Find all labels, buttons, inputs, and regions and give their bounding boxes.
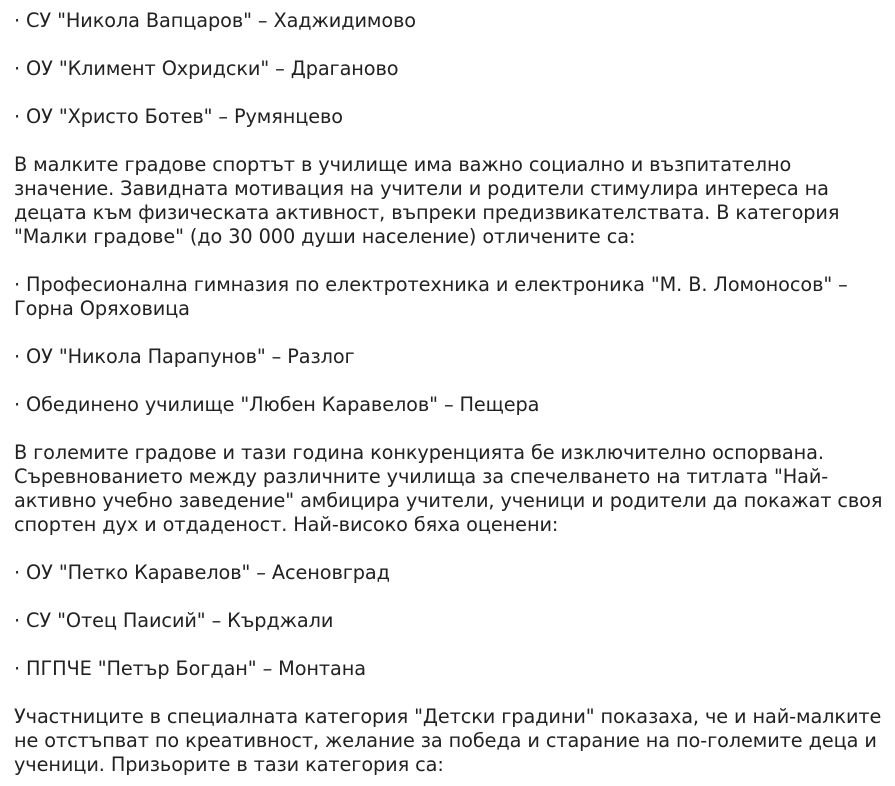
paragraph-big-towns: В големите градове и тази година конкуренцията бе изключително оспорвана. Съревнованието между различните училища за спечелването на титлата "Най-активно учебно заведение" амбицира учители, ученици и родители да покажат своя спортен дух и отдаденост. Най-високо бяха оценени: <box>14 441 883 536</box>
list-item: · ОУ "Климент Охридски" – Драганово <box>14 57 399 80</box>
list-item: · ПГПЧЕ "Петър Богдан" – Монтана <box>14 657 366 680</box>
paragraph-small-towns: В малките градове спортът в училище има важно социално и възпитателно значение. Завидната мотивация на учители и родители стимулира интереса на децата към физическата активност, въпреки предизвикателствата. В категория "Малки градове" (до 30 000 души население) отличените са: <box>14 153 840 248</box>
list-item: · ОУ "Христо Ботев" – Румянцево <box>14 105 344 128</box>
article-body <box>14 0 884 777</box>
list-item: · СУ "Отец Паисий" – Кърджали <box>14 609 334 632</box>
list-item: · ОУ "Никола Парапунов" – Разлог <box>14 345 355 368</box>
list-item: · Професионална гимназия по електротехника и електроника "М. В. Ломоносов" – Горна Оряховица <box>14 273 848 320</box>
list-item: · ОУ "Петко Каравелов" – Асеновград <box>14 561 390 584</box>
paragraph-kindergartens: Участниците в специалната категория "Детски градини" показаха, че и най-малките не отстъпват по креативност, желание за победа и старание на по-големите деца и ученици. Призьорите в тази категория са: <box>14 705 882 776</box>
list-item: · Обединено училище "Любен Каравелов" – Пещера <box>14 393 540 416</box>
list-item: · СУ "Никола Вапцаров" – Хаджидимово <box>14 9 416 32</box>
